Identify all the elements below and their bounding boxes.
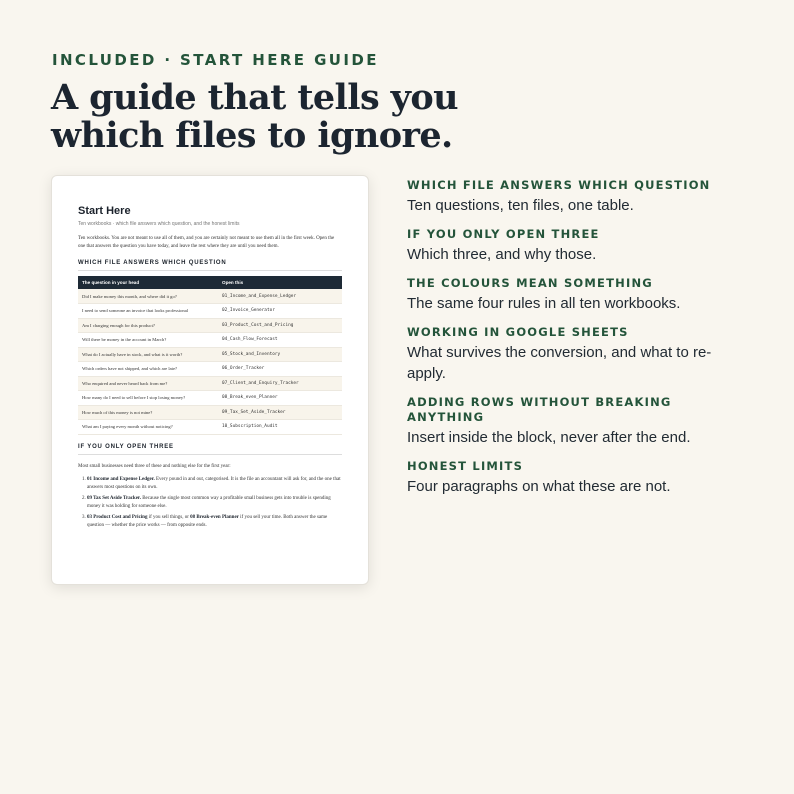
contents-item [407, 459, 747, 497]
document-table-heading: WHICH FILE ANSWERS WHICH QUESTION [78, 260, 342, 271]
contents-item-heading: WHICH FILE ANSWERS WHICH QUESTION [407, 178, 711, 192]
table-row [78, 391, 342, 406]
list-item-title: 01 Income and Expense Ledger. [87, 476, 155, 482]
table-row [78, 405, 342, 420]
document-subtitle: Ten workbooks · which file answers which question, and the honest limits [78, 221, 240, 227]
table-cell-question: Did I make money this month, and where did it go? [78, 289, 218, 304]
contents-item-heading: ADDING ROWS WITHOUT BREAKING ANYTHING [407, 395, 672, 424]
contents-item-heading: THE COLOURS MEAN SOMETHING [407, 276, 653, 290]
table-cell-question: Am I charging enough for this product? [78, 318, 218, 333]
document-preview [51, 175, 369, 585]
table-cell-file: 05_Stock_and_Inventory [218, 347, 342, 362]
document-three-intro: Most small businesses need three of these and nothing else for the first year: [78, 463, 231, 469]
page-headline: A guide that tells you which files to ignore. [51, 77, 458, 156]
list-item-text-secondary: if you sell your time. Both answer the same question — whether the price works — from opposite ends. [87, 514, 328, 528]
table-cell-question: Who enquired and never heard back from me? [78, 376, 218, 391]
table-cell-question: How many do I need to sell before I stop losing money? [78, 391, 218, 406]
contents-item-text: Which three, and why those. [407, 246, 597, 263]
table-header-question: The question in your head [78, 276, 218, 289]
document-three-list [78, 476, 342, 530]
table-cell-file: 06_Order_Tracker [218, 362, 342, 377]
contents-item [407, 276, 747, 314]
document-intro: Ten workbooks. You are not meant to use all of them, and you are certainly not meant to use them all in the first week. Open the one that answers the question you have today, and leave the rest where they are until you need them. [78, 236, 335, 249]
contents-item [407, 227, 747, 265]
contents-item-text: Ten questions, ten files, one table. [407, 197, 634, 214]
contents-item-text: Four paragraphs on what these are not. [407, 478, 671, 495]
table-cell-question: How much of this money is not mine? [78, 405, 218, 420]
table-cell-file: 02_Invoice_Generator [218, 304, 342, 319]
table-row [78, 304, 342, 319]
contents-item-heading: IF YOU ONLY OPEN THREE [407, 227, 600, 241]
contents-item-heading: HONEST LIMITS [407, 459, 524, 473]
table-cell-file: 01_Income_and_Expense_Ledger [218, 289, 342, 304]
list-item [87, 476, 342, 492]
table-row [78, 420, 342, 435]
list-item-text: Every pound in and out, categorised. It is the file an accountant will ask for, and the one that answers most questions on its own. [87, 476, 341, 490]
table-cell-question: What am I paying every month without noticing? [78, 420, 218, 435]
contents-item-text: The same four rules in all ten workbooks. [407, 295, 681, 312]
table-row [78, 347, 342, 362]
table-cell-file: 04_Cash_Flow_Forecast [218, 333, 342, 348]
contents-item-text: Insert inside the block, never after the end. [407, 429, 691, 446]
document-three-heading: IF YOU ONLY OPEN THREE [78, 444, 342, 455]
file-question-table [78, 276, 342, 435]
list-item-title: 03 Product Cost and Pricing [87, 514, 148, 520]
document-title: Start Here [78, 205, 131, 217]
table-row [78, 318, 342, 333]
contents-item-heading: WORKING IN GOOGLE SHEETS [407, 325, 629, 339]
table-cell-file: 03_Product_Cost_and_Pricing [218, 318, 342, 333]
eyebrow-label: INCLUDED · START HERE GUIDE [52, 51, 379, 69]
list-item-title-secondary: 08 Break-even Planner [190, 514, 239, 520]
table-cell-file: 08_Break_even_Planner [218, 391, 342, 406]
contents-item [407, 325, 747, 384]
contents-item-text: What survives the conversion, and what to re-apply. [407, 344, 712, 382]
table-cell-question: Will there be money in the account in March? [78, 333, 218, 348]
table-cell-file: 09_Tax_Set_Aside_Tracker [218, 405, 342, 420]
list-item-text: if you sell things, or [147, 514, 191, 520]
list-item [87, 514, 342, 530]
table-cell-question: What do I actually have in stock, and what is it worth? [78, 347, 218, 362]
table-cell-file: 10_Subscription_Audit [218, 420, 342, 435]
table-row [78, 333, 342, 348]
contents-item [407, 178, 747, 216]
table-cell-file: 07_Client_and_Enquiry_Tracker [218, 376, 342, 391]
list-item-text: Because the single most common way a profitable small business gets into trouble is spending money it was holding for someone else. [87, 495, 331, 509]
table-cell-question: Which orders have not shipped, and which are late? [78, 362, 218, 377]
table-row [78, 362, 342, 377]
table-header-file: Open this [218, 276, 342, 289]
table-row [78, 376, 342, 391]
list-item [87, 495, 342, 511]
table-row [78, 289, 342, 304]
contents-item [407, 395, 747, 448]
table-cell-question: I need to send someone an invoice that looks professional [78, 304, 218, 319]
list-item-title: 09 Tax Set Aside Tracker. [87, 495, 141, 501]
contents-list [407, 178, 747, 508]
